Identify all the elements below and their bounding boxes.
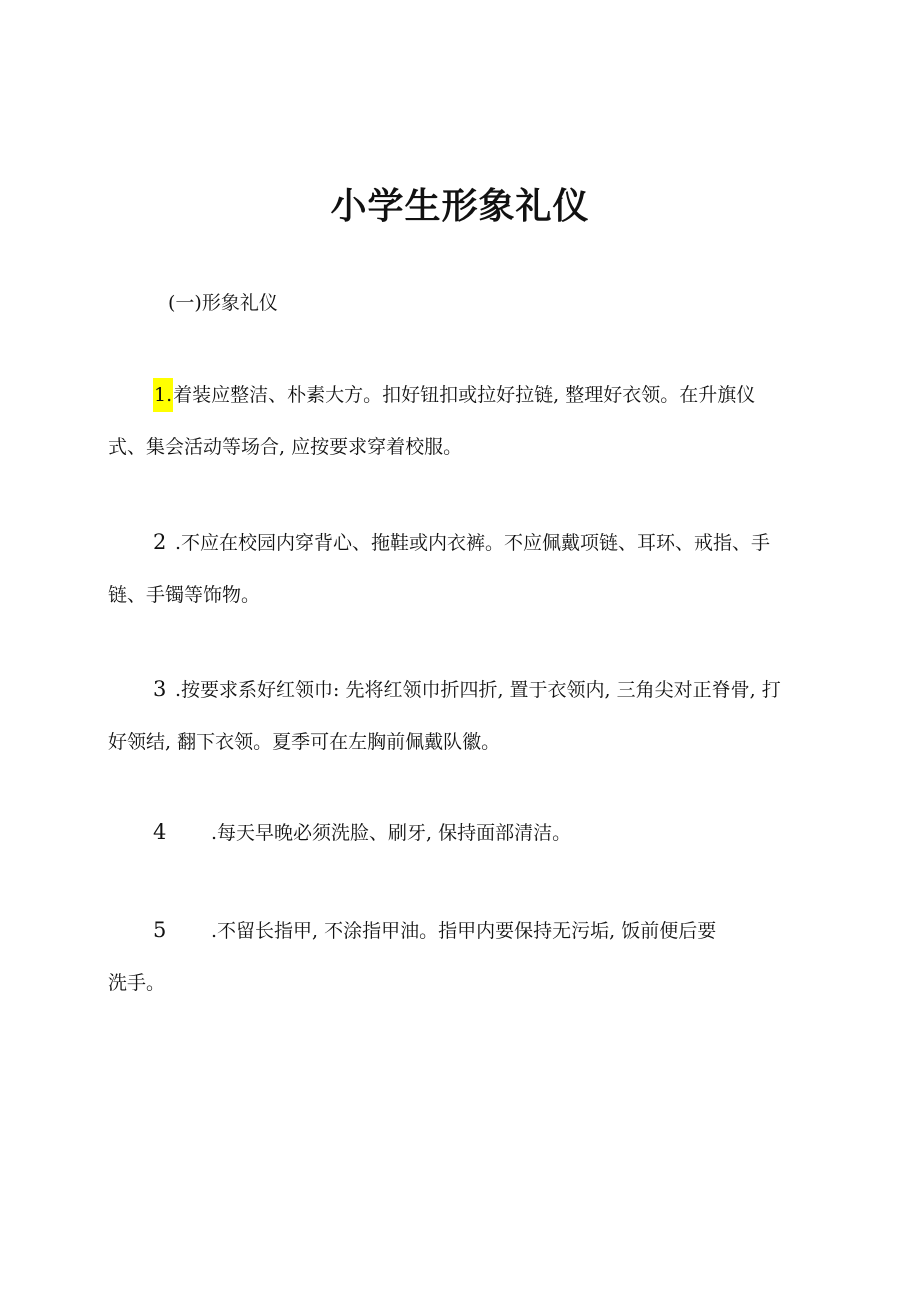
list-item-number: 3 <box>153 677 167 701</box>
list-item-text-continued: 式、集会活动等场合, 应按要求穿着校服。 <box>108 436 463 458</box>
list-item-line <box>108 663 820 716</box>
list-item-text: 着装应整洁、朴素大方。扣好钮扣或拉好拉链, 整理好衣领。在升旗仪 <box>173 384 756 406</box>
list-item-number: 4 <box>153 820 167 844</box>
list-item-text: .不留长指甲, 不涂指甲油。指甲内要保持无污垢, 饭前便后要 <box>211 920 717 942</box>
list-item-number: 2 <box>153 530 167 554</box>
list-item-number: 5 <box>153 918 167 942</box>
list-item <box>108 369 820 473</box>
list-item-text: .按要求系好红领巾: 先将红领巾折四折, 置于衣领内, 三角尖对正脊骨, 打 <box>175 679 781 701</box>
list-item-text-continued: 好领结, 翻下衣领。夏季可在左胸前佩戴队徽。 <box>108 731 501 753</box>
list-item-text: .不应在校园内穿背心、拖鞋或内衣裤。不应佩戴项链、耳环、戒指、手 <box>175 532 771 554</box>
list-item-text-continued: 链、手镯等饰物。 <box>108 584 261 606</box>
list-item <box>108 663 820 768</box>
section-heading: (一)形象礼仪 <box>168 292 278 314</box>
list-item-text-continued: 洗手。 <box>108 972 166 994</box>
list-item-text: .每天早晚必须洗脸、刷牙, 保持面部清洁。 <box>211 822 572 844</box>
list-item-line <box>108 904 820 957</box>
document-title: 小学生形象礼仪 <box>330 186 590 227</box>
list-item-line <box>108 369 820 421</box>
list-item <box>108 806 820 859</box>
list-item <box>108 516 820 621</box>
list-item <box>108 904 820 1009</box>
list-item-line <box>108 516 820 569</box>
highlighted-number: 1. <box>153 378 173 412</box>
list-item-line <box>108 806 820 859</box>
